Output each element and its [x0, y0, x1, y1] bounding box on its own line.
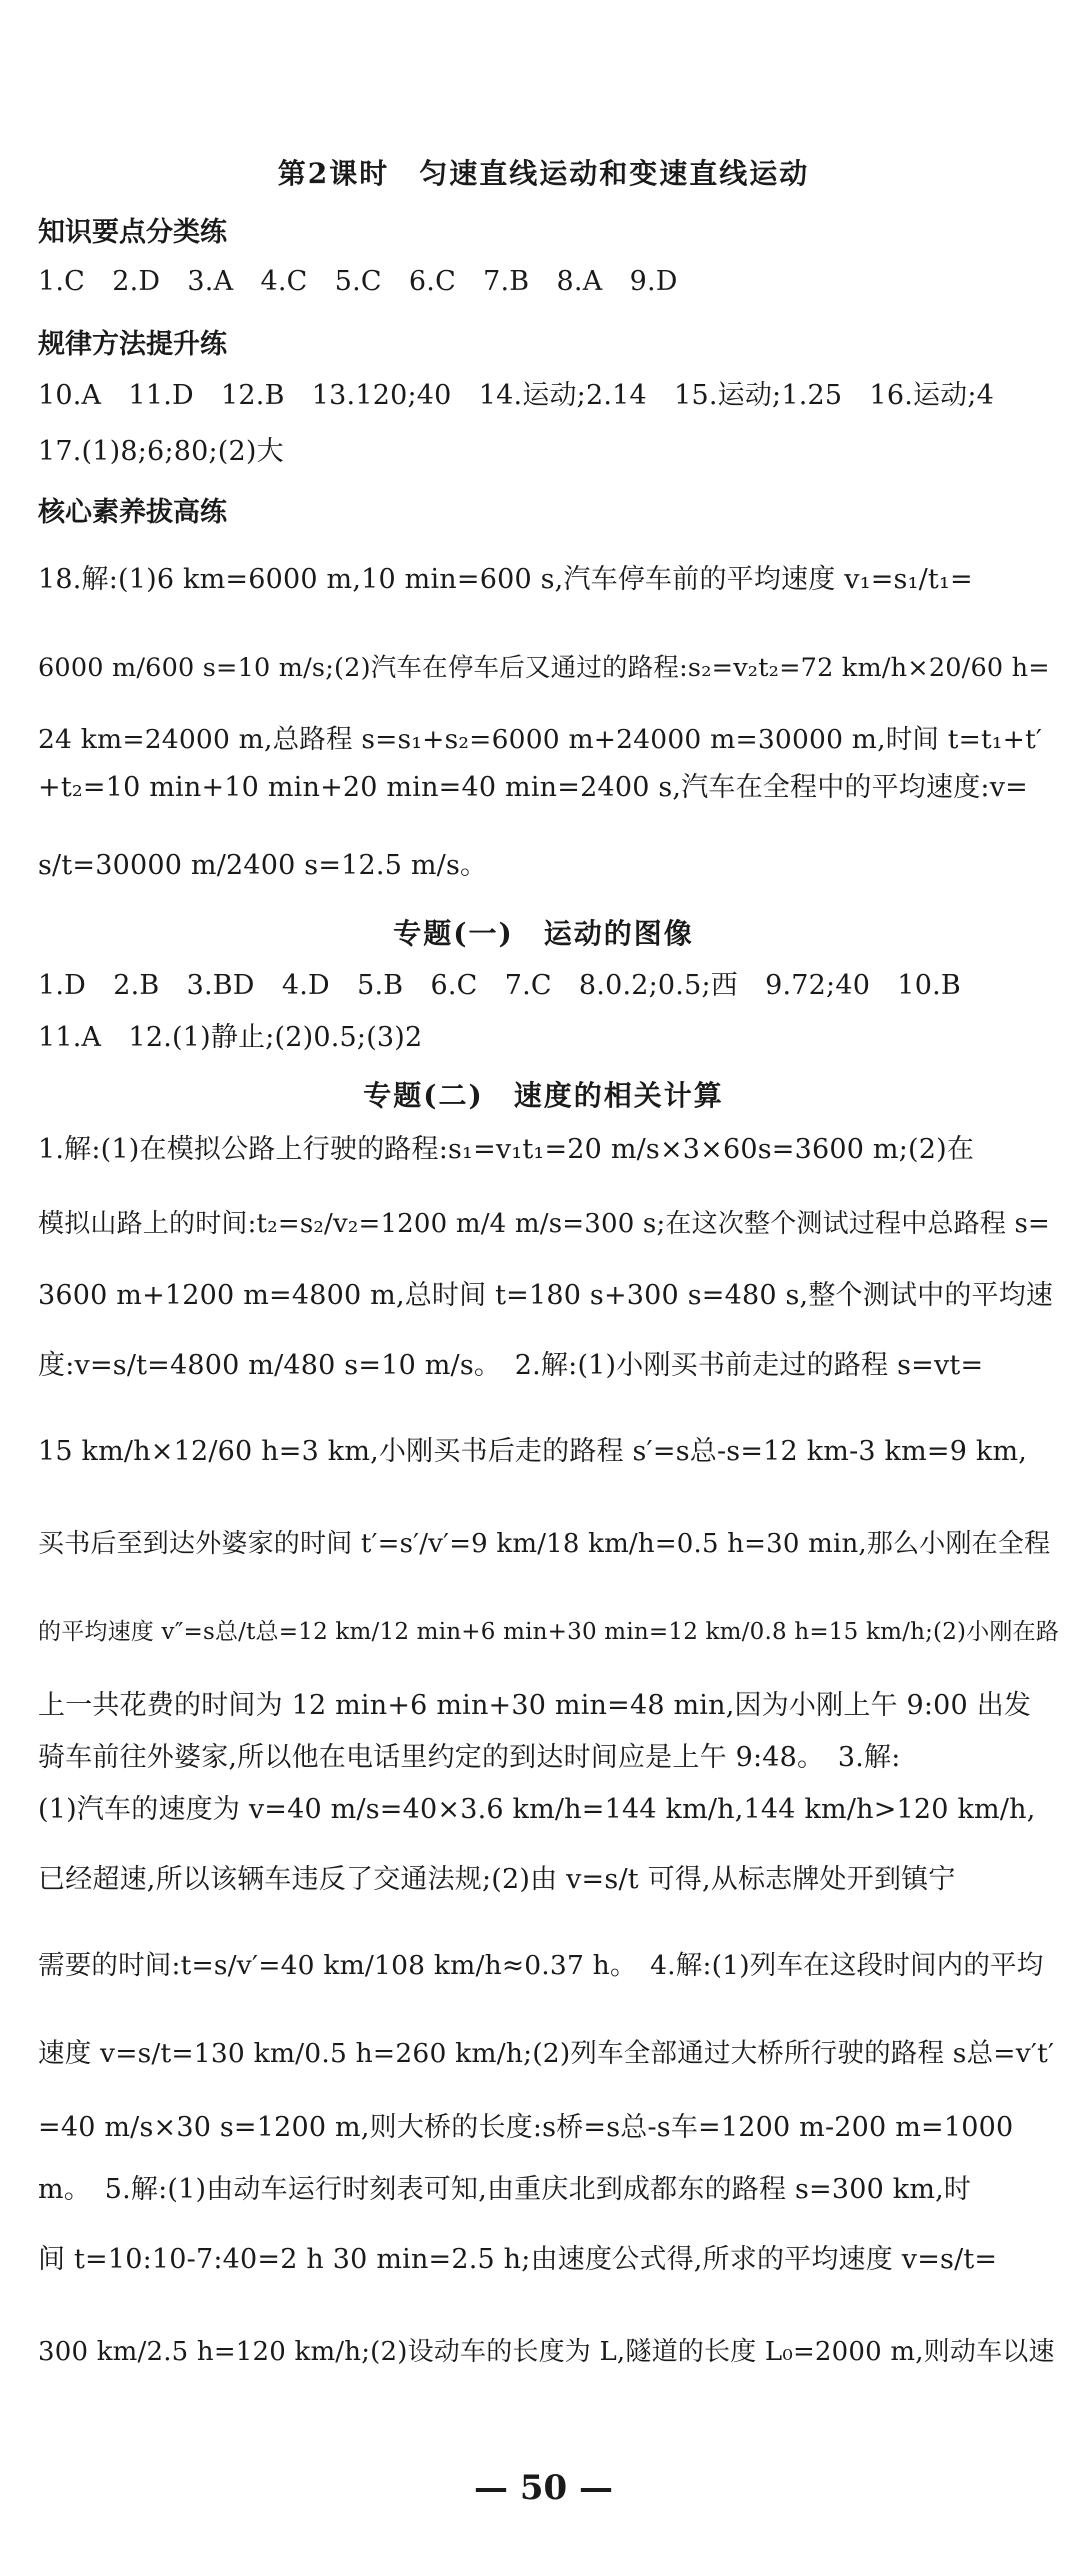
solution-line: (1)汽车的速度为 v=40 m/s=40×3.6 km/h=144 km/h,144 km/h>120 km/h,	[38, 1794, 1036, 1825]
lesson-title: 第2课时 匀速直线运动和变速直线运动	[277, 157, 810, 190]
solution-line: 18.解:(1)6 km=6000 m,10 min=600 s,汽车停车前的平均速度 v₁=s₁/t₁=	[38, 564, 973, 595]
solution-line: 度:v=s/t=4800 m/480 s=10 m/s。 2.解:(1)小刚买书前走过的路程 s=vt=	[38, 1350, 984, 1381]
solution-line: 15 km/h×12/60 h=3 km,小刚买书后走的路程 s′=s总-s=12 km-3 km=9 km,	[38, 1436, 1028, 1467]
solution-line: 速度 v=s/t=130 km/0.5 h=260 km/h;(2)列车全部通过大桥所行驶的路程 s总=v′t′	[38, 2038, 1055, 2069]
solution-line: +t₂=10 min+10 min+20 min=40 min=2400 s,汽车在全程中的平均速度:v=	[38, 772, 1028, 803]
answer-line: 1.D 2.B 3.BD 4.D 5.B 6.C 7.C 8.0.2;0.5;西 9.72;40 10.B	[38, 970, 961, 1001]
solution-line: 骑车前往外婆家,所以他在电话里约定的到达时间应是上午 9:48。 3.解:	[38, 1742, 901, 1773]
solution-line: 24 km=24000 m,总路程 s=s₁+s₂=6000 m+24000 m=30000 m,时间 t=t₁+t′	[38, 724, 1043, 755]
solution-line: m。 5.解:(1)由动车运行时刻表可知,由重庆北到成都东的路程 s=300 km,时	[38, 2174, 972, 2205]
answer-line: 17.(1)8;6;80;(2)大	[38, 436, 284, 467]
page-number: — 50 —	[474, 2468, 613, 2508]
solution-line: 1.解:(1)在模拟公路上行驶的路程:s₁=v₁t₁=20 m/s×3×60s=3600 m;(2)在	[38, 1134, 975, 1165]
answer-line: 1.C 2.D 3.A 4.C 5.C 6.C 7.B 8.A 9.D	[38, 266, 678, 297]
solution-line: 模拟山路上的时间:t₂=s₂/v₂=1200 m/4 m/s=300 s;在这次整个测试过程中总路程 s=	[38, 1209, 1051, 1239]
solution-line: 6000 m/600 s=10 m/s;(2)汽车在停车后又通过的路程:s₂=v₂t₂=72 km/h×20/60 h=	[38, 653, 1050, 683]
section-heading-core: 核心素养拔高练	[38, 497, 227, 528]
solution-line: 已经超速,所以该辆车违反了交通法规;(2)由 v=s/t 可得,从标志牌处开到镇宁	[38, 1864, 956, 1895]
section-heading-methods: 规律方法提升练	[38, 329, 227, 360]
solution-line: 需要的时间:t=s/v′=40 km/108 km/h≈0.37 h。 4.解:(1)列车在这段时间内的平均	[38, 1950, 1044, 1981]
solution-line: 间 t=10:10-7:40=2 h 30 min=2.5 h;由速度公式得,所求的平均速度 v=s/t=	[38, 2244, 998, 2275]
topic-title-speed: 专题(二) 速度的相关计算	[363, 1079, 724, 1112]
solution-line: 买书后至到达外婆家的时间 t′=s′/v′=9 km/18 km/h=0.5 h=30 min,那么小刚在全程	[38, 1529, 1051, 1559]
solution-line: 的平均速度 v″=s总/t总=12 km/12 min+6 min+30 min=12 km/0.8 h=15 km/h;(2)小刚在路	[38, 1619, 1060, 1645]
section-heading-knowledge: 知识要点分类练	[38, 217, 227, 248]
solution-line: s/t=30000 m/2400 s=12.5 m/s。	[38, 850, 488, 881]
solution-line: 上一共花费的时间为 12 min+6 min+30 min=48 min,因为小刚上午 9:00 出发	[38, 1690, 1032, 1721]
solution-line: 3600 m+1200 m=4800 m,总时间 t=180 s+300 s=480 s,整个测试中的平均速	[38, 1280, 1054, 1311]
solution-line: =40 m/s×30 s=1200 m,则大桥的长度:s桥=s总-s车=1200 m-200 m=1000	[38, 2112, 1014, 2143]
solution-line: 300 km/2.5 h=120 km/h;(2)设动车的长度为 L,隧道的长度 L₀=2000 m,则动车以速	[38, 2337, 1055, 2367]
answer-line: 11.A 12.(1)静止;(2)0.5;(3)2	[38, 1022, 423, 1053]
topic-title-graphs: 专题(一) 运动的图像	[393, 917, 694, 950]
answer-line: 10.A 11.D 12.B 13.120;40 14.运动;2.14 15.运动;1.25 16.运动;4	[38, 380, 995, 411]
